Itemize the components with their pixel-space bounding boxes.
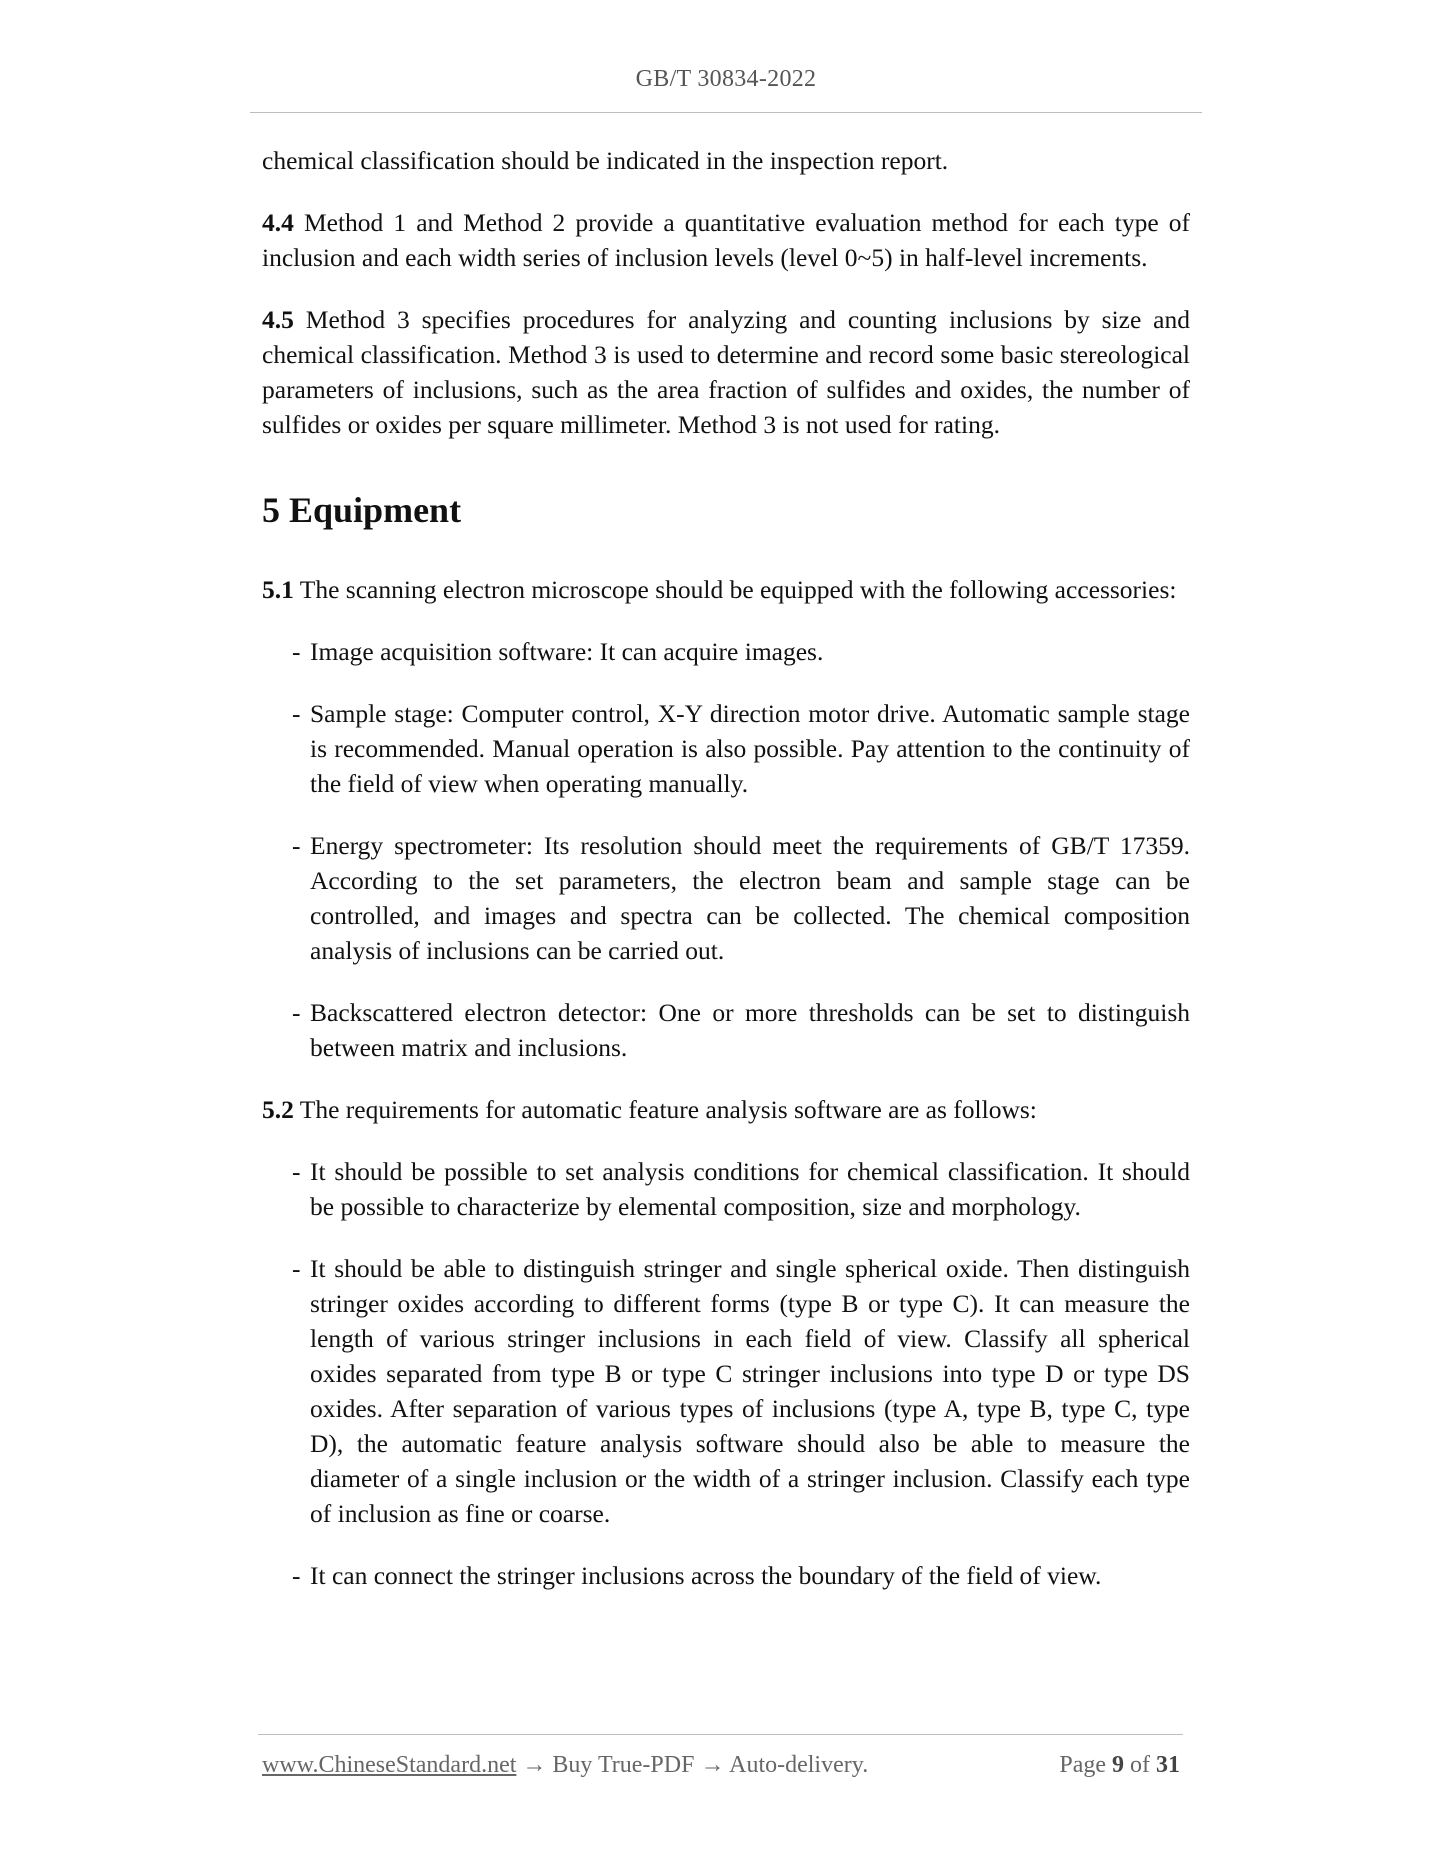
list-item bbox=[292, 995, 1190, 1065]
list-item-text: Backscattered electron detector: One or more thresholds can be set to distinguish between matrix and inclusions. bbox=[310, 998, 1190, 1062]
page-total: 31 bbox=[1156, 1752, 1180, 1778]
clause-number: 5.1 bbox=[262, 575, 294, 604]
software-requirements-list bbox=[262, 1154, 1190, 1593]
page-header: GB/T 30834-2022 bbox=[635, 66, 817, 92]
footer-tagline: → Buy True-PDF → Auto-delivery. bbox=[516, 1752, 869, 1778]
clause-text: Method 3 specifies procedures for analyzing and counting inclusions by size and chemical classification. Method 3 is used to determine and record some basic stereological parameters of inclusions, such as the area fraction of sulfides and oxides, the number of sulfides or oxides per square millimeter. Method 3 is not used for rating. bbox=[262, 305, 1190, 439]
clause-5-1 bbox=[262, 572, 1190, 607]
clause-number: 4.4 bbox=[262, 208, 294, 237]
of-label: of bbox=[1124, 1752, 1156, 1778]
section-heading-equipment: 5 Equipment bbox=[262, 490, 462, 530]
list-item bbox=[292, 828, 1190, 968]
list-dash: - bbox=[292, 637, 301, 666]
page-number: 9 bbox=[1112, 1752, 1124, 1778]
list-item-text: Energy spectrometer: Its resolution should meet the requirements of GB/T 17359. According to the set parameters, the electron beam and sample stage can be controlled, and images and spectra can be collected. The chemical composition analysis of inclusions can be carried out. bbox=[310, 831, 1190, 965]
list-item bbox=[292, 634, 1190, 669]
list-dash: - bbox=[292, 831, 301, 860]
list-item-text: It should be possible to set analysis conditions for chemical classification. It should be possible to characterize by elemental composition, size and morphology. bbox=[310, 1157, 1190, 1221]
clause-5-2 bbox=[262, 1092, 1190, 1127]
list-item-text: Image acquisition software: It can acquire images. bbox=[310, 637, 824, 666]
list-item bbox=[292, 1154, 1190, 1224]
list-item-text: It should be able to distinguish stringer and single spherical oxide. Then distinguish stringer oxides according to different forms (type B or type C). It can measure the length of various stringer inclusions in each field of view. Classify all spherical oxides separated from type B or type C stringer inclusions into type D or type DS oxides. After separation of various types of inclusions (type A, type B, type C, type D), the automatic feature analysis software should also be able to measure the diameter of a single inclusion or the width of a stringer inclusion. Classify each type of inclusion as fine or coarse. bbox=[310, 1254, 1190, 1528]
list-dash: - bbox=[292, 998, 301, 1027]
clause-text: The scanning electron microscope should be equipped with the following accessories: bbox=[293, 575, 1177, 604]
page-indicator bbox=[1059, 1752, 1180, 1779]
page-body bbox=[262, 143, 1190, 1620]
list-item-text: Sample stage: Computer control, X-Y direction motor drive. Automatic sample stage is recommended. Manual operation is also possible. Pay attention to the continuity of the field of view when operating manually. bbox=[310, 699, 1190, 798]
website-link[interactable]: www.ChineseStandard.net bbox=[262, 1752, 517, 1778]
clause-4-4 bbox=[262, 205, 1190, 275]
list-dash: - bbox=[292, 699, 301, 728]
list-item bbox=[292, 1251, 1190, 1531]
footer-left bbox=[262, 1752, 868, 1779]
list-dash: - bbox=[292, 1561, 301, 1590]
header-divider bbox=[250, 112, 1202, 113]
page-footer bbox=[262, 1752, 1180, 1779]
page-label: Page bbox=[1059, 1752, 1112, 1778]
clause-number: 5.2 bbox=[262, 1095, 294, 1124]
list-dash: - bbox=[292, 1254, 301, 1283]
intro-paragraph: chemical classification should be indicated in the inspection report. bbox=[262, 146, 949, 175]
clause-text: The requirements for automatic feature analysis software are as follows: bbox=[293, 1095, 1037, 1124]
list-item bbox=[292, 696, 1190, 801]
footer-divider bbox=[258, 1734, 1183, 1735]
list-item-text: It can connect the stringer inclusions across the boundary of the field of view. bbox=[310, 1561, 1102, 1590]
list-dash: - bbox=[292, 1157, 301, 1186]
clause-number: 4.5 bbox=[262, 305, 294, 334]
list-item bbox=[292, 1558, 1190, 1593]
clause-4-5 bbox=[262, 302, 1190, 442]
accessories-list bbox=[262, 634, 1190, 1065]
clause-text: Method 1 and Method 2 provide a quantitative evaluation method for each type of inclusion and each width series of inclusion levels (level 0~5) in half-level increments. bbox=[262, 208, 1190, 272]
